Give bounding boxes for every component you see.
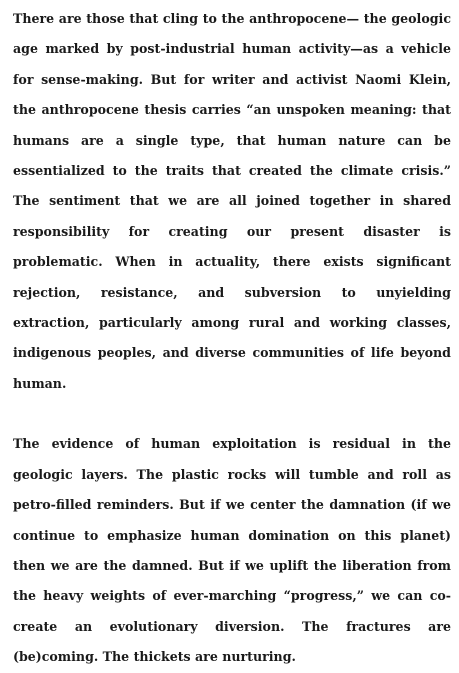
paragraph-evidence: The evidence of human exploitation is residual in the geologic layers. The plastic rocks will tumble and roll as petro-filled reminders. But if we center the damnation (if we continue to emphasize human domination on this planet) then we are the damned. But if we uplift the liberation from the heavy weights of ever-marching “progress,” we can co-create an evolutionary diversion. The fractures are (be)coming. The thickets are nurturing. [13, 436, 451, 665]
paragraph-anthropocene: There are those that cling to the anthropocene— the geologic age marked by post-industrial human activity—as a vehicle for sense-making. But for writer and activist Naomi Klein, the anthropocene thesis carries “an unspoken meaning: that humans are a single type, that human nature can be essentialized to the traits that created the climate crisis.” The sentiment that we are all joined together in shared responsibility for creating our present disaster is problematic. When in actuality, there exists significant rejection, resistance, and subversion to unyielding extraction, particularly among rural and working classes, indigenous peoples, and diverse communities of life beyond human. [13, 11, 451, 391]
